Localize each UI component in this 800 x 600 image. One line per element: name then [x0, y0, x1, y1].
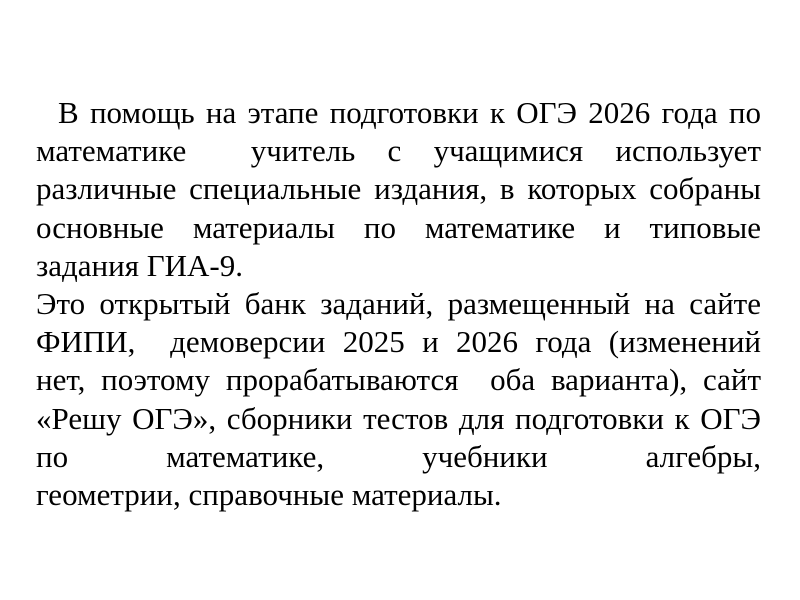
text-line-10: по математике, учебники алгебры,	[36, 438, 761, 474]
text-line-5: задания ГИА-9.	[36, 247, 243, 283]
text-line-3: различные специальные издания, в которых собраны	[36, 171, 761, 207]
text-line-7: ФИПИ, демоверсии 2025 и 2026 года (изменений	[36, 324, 761, 360]
slide-text-block	[36, 94, 761, 514]
text-line-2: математике учитель с учащимися использует	[36, 133, 761, 169]
text-line-1: В помощь на этапе подготовки к ОГЭ 2026 года по	[58, 95, 761, 130]
text-line-4: основные материалы по математике и типовые	[36, 209, 761, 245]
text-line-9: «Решу ОГЭ», сборники тестов для подготовки к ОГЭ	[36, 400, 761, 436]
text-line-8: нет, поэтому прорабатываются оба варианта), сайт	[36, 362, 761, 398]
text-line-6: Это открытый банк заданий, размещенный на сайте	[36, 285, 761, 321]
text-line-11: геометрии, справочные материалы.	[36, 476, 502, 512]
